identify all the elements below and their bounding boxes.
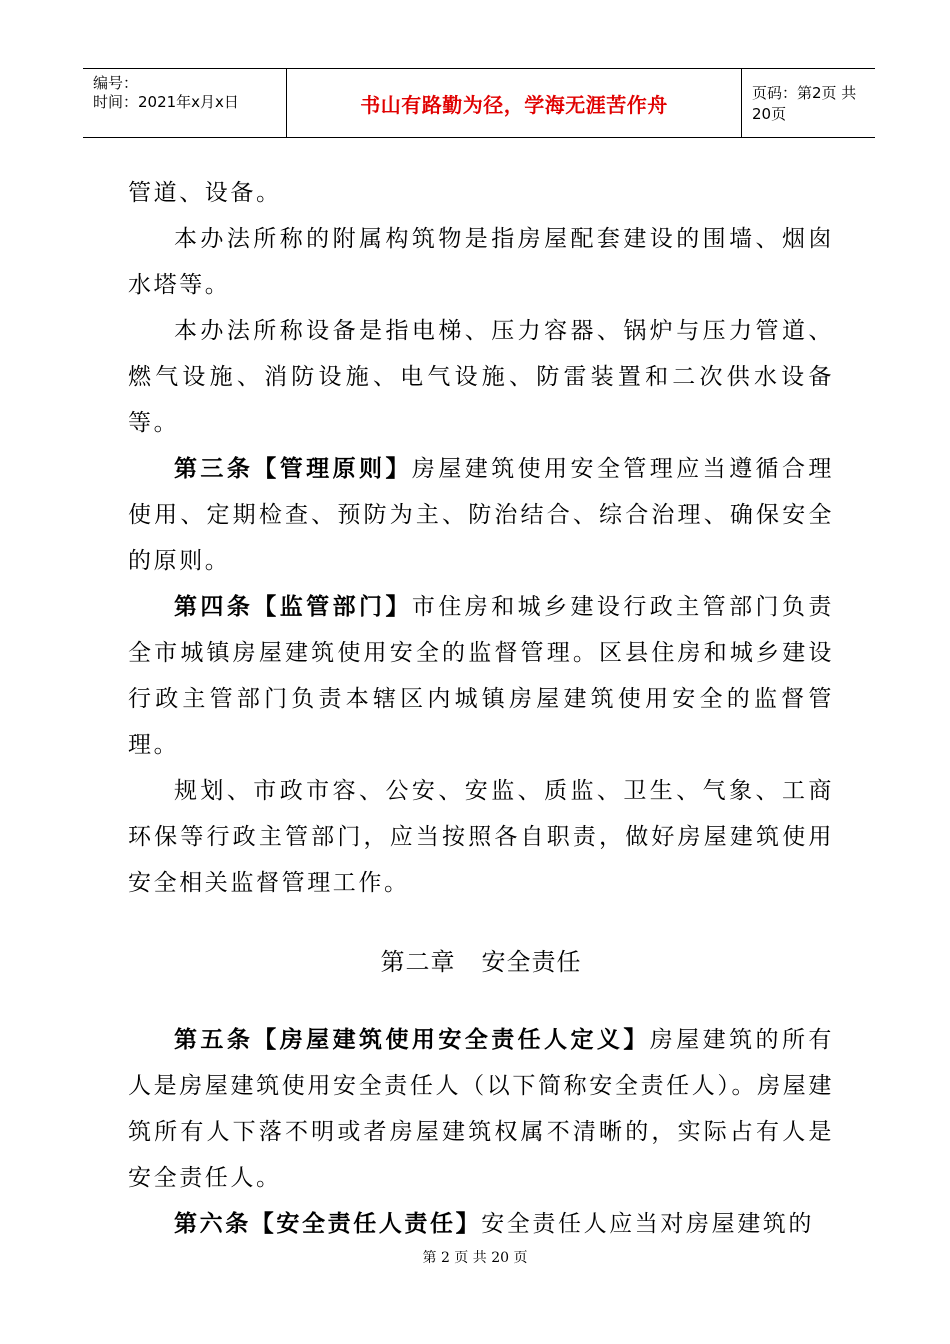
article-heading: 第五条【房屋建筑使用安全责任人定义】 <box>174 1027 650 1053</box>
header-motto-cell <box>287 69 742 137</box>
article-5: 第五条【房屋建筑使用安全责任人定义】房屋建筑的所有人是房屋建筑使用安全责任人（以下简称安全责任人）。房屋建筑所有人下落不明或者房屋建筑权属不清晰的，实际占有人是安全责任人。 <box>128 1027 834 1191</box>
motto-text: 书山有路勤为径，学海无涯苦作舟 <box>360 92 668 117</box>
article-heading: 第六条【安全责任人责任】 <box>174 1211 482 1237</box>
paragraph: 规划、市政市容、公安、安监、质监、卫生、气象、工商环保等行政主管部门，应当按照各自职责，做好房屋建筑使用安全相关监督管理工作。 <box>128 778 834 896</box>
article-heading: 第四条【监管部门】 <box>174 594 412 620</box>
document-header <box>83 68 875 138</box>
chapter-heading <box>128 942 834 977</box>
article-6: 第六条【安全责任人责任】安全责任人应当对房屋建筑的 <box>174 1211 815 1237</box>
time-label: 时间：2021年x月x日 <box>93 93 239 111</box>
chapter-title: 安全责任 <box>481 948 582 976</box>
page-footer: 第 2 页 共 20 页 <box>422 1250 528 1266</box>
paragraph: 本办法所称的附属构筑物是指房屋配套建设的围墙、烟囱水塔等。 <box>128 226 834 298</box>
article-3: 第三条【管理原则】房屋建筑使用安全管理应当遵循合理使用、定期检查、预防为主、防治结合、综合治理、确保安全的原则。 <box>128 456 834 574</box>
chapter-number: 第二章 <box>380 948 456 976</box>
page-label: 页码：第2页 共20页 <box>752 84 857 123</box>
document-body <box>128 170 834 1247</box>
article-heading: 第三条【管理原则】 <box>174 456 412 482</box>
article-4: 第四条【监管部门】市住房和城乡建设行政主管部门负责全市城镇房屋建筑使用安全的监督管理。区县住房和城乡建设行政主管部门负责本辖区内城镇房屋建筑使用安全的监督管理。 <box>128 594 834 758</box>
paragraph: 本办法所称设备是指电梯、压力容器、锅炉与压力管道、燃气设施、消防设施、电气设施、防雷装置和二次供水设备等。 <box>128 318 834 436</box>
paragraph: 管道、设备。 <box>128 180 282 206</box>
header-info-cell <box>83 69 287 137</box>
number-label: 编号： <box>93 74 139 92</box>
header-page-cell <box>742 69 875 137</box>
